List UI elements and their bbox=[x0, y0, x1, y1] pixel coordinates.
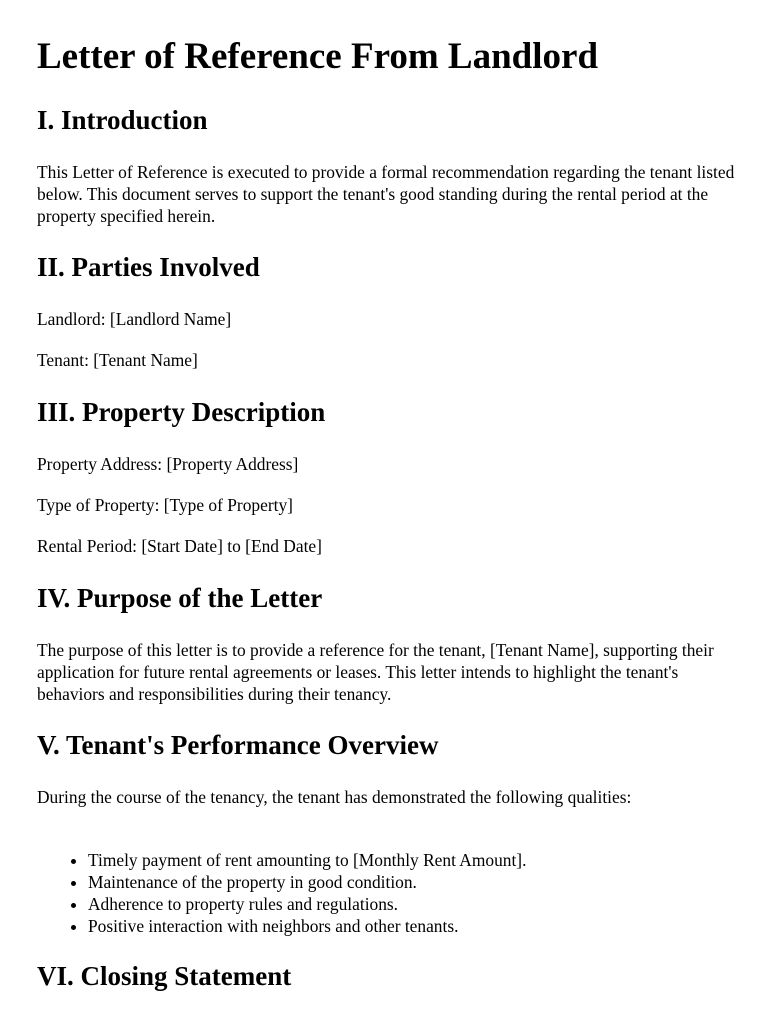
section-heading-parties: II. Parties Involved bbox=[37, 252, 260, 282]
rental-period-line: Rental Period: [Start Date] to [End Date] bbox=[37, 536, 322, 556]
list-item: • Positive interaction with neighbors and other tenants. bbox=[88, 915, 738, 937]
section-heading-closing: VI. Closing Statement bbox=[37, 961, 292, 991]
tenant-line: Tenant: [Tenant Name] bbox=[37, 350, 198, 370]
section-heading-introduction: I. Introduction bbox=[37, 105, 208, 135]
introduction-text: This Letter of Reference is executed to provide a formal recommendation regarding the tenant listed below. This document serves to support the tenant's good standing during the rental period at the property specified herein. bbox=[37, 162, 735, 226]
section-heading-purpose: IV. Purpose of the Letter bbox=[37, 583, 323, 613]
property-address-line: Property Address: [Property Address] bbox=[37, 454, 299, 474]
landlord-line: Landlord: [Landlord Name] bbox=[37, 309, 232, 329]
performance-list bbox=[37, 849, 738, 937]
list-item: • Timely payment of rent amounting to [Monthly Rent Amount]. bbox=[88, 849, 738, 871]
document-title: Letter of Reference From Landlord bbox=[37, 36, 599, 77]
section-heading-performance: V. Tenant's Performance Overview bbox=[37, 730, 439, 760]
list-item: • Adherence to property rules and regulations. bbox=[88, 893, 738, 915]
list-item: • Maintenance of the property in good condition. bbox=[88, 871, 738, 893]
purpose-text: The purpose of this letter is to provide a reference for the tenant, [Tenant Name], supporting their application for future rental agreements or leases. This letter intends to highlight the tenant's behaviors and responsibilities during their tenancy. bbox=[37, 640, 714, 704]
performance-text: During the course of the tenancy, the tenant has demonstrated the following qualities: bbox=[37, 787, 632, 807]
section-heading-property: III. Property Description bbox=[37, 397, 326, 427]
property-type-line: Type of Property: [Type of Property] bbox=[37, 495, 293, 515]
